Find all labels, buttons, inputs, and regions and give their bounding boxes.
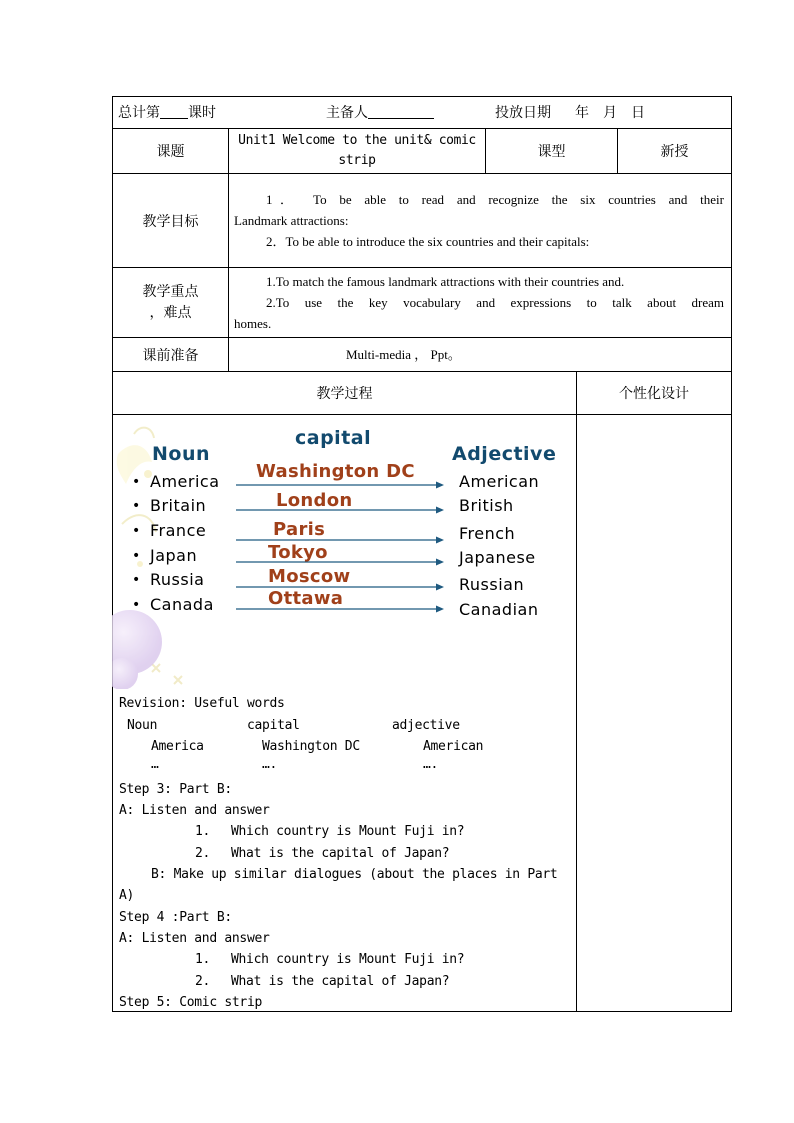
revision-title: Revision: Useful words	[119, 696, 285, 711]
step3-title: Step 3: Part B:	[119, 782, 232, 797]
step4-title: Step 4 :Part B:	[119, 910, 232, 925]
adjective-3: Japanese	[459, 548, 536, 567]
key-point-line: 2.To use the key vocabulary and expressions to talk about dream	[266, 295, 724, 310]
goals-text	[234, 189, 724, 252]
capital-header: capital	[295, 427, 372, 449]
adjective-5: Canadian	[459, 600, 539, 619]
step4-q2: What is the capital of Japan?	[231, 974, 450, 989]
bubble-decoration-icon	[112, 610, 162, 689]
goal-line: Landmark attractions:	[234, 213, 349, 228]
lesson-plan-table	[112, 96, 732, 1012]
adjective-0: American	[459, 472, 540, 491]
topic-label: 课题	[156, 144, 185, 160]
step4-part-a: A: Listen and answer	[119, 931, 270, 946]
bullet-2: •	[132, 523, 141, 539]
key-points-label-line1: 教学重点	[142, 283, 199, 300]
noun-3: Japan	[150, 546, 198, 565]
adjective-4: Russian	[459, 575, 525, 594]
step3-q1: Which country is Mount Fuji in?	[231, 824, 465, 839]
noun-4: Russia	[150, 570, 205, 589]
table-border-right	[731, 96, 732, 1012]
lesson-type-value: 新授	[660, 144, 689, 160]
col-divider	[576, 371, 577, 1012]
bullet-1: •	[132, 498, 141, 514]
lesson-type-label: 课型	[537, 144, 566, 160]
revision-more-capital: ….	[262, 757, 278, 772]
step3-q2: What is the capital of Japan?	[231, 846, 450, 861]
step3-part-a: A: Listen and answer	[119, 803, 270, 818]
step5-title: Step 5: Comic strip	[119, 995, 263, 1010]
goal-line: 2．To be able to introduce the six countries and their capitals:	[266, 234, 590, 249]
topic-title-line1: Unit1 Welcome to the unit& comic	[238, 133, 476, 148]
revision-col-adjective: adjective	[392, 718, 460, 733]
step3-q1-number: 1.	[195, 824, 211, 839]
step4-q2-number: 2.	[195, 974, 211, 989]
key-point-line: 1.To match the famous landmark attractions with their countries and.	[266, 274, 625, 289]
revision-ex-noun: America	[151, 739, 204, 754]
header-date: 投放日期 年 月 日	[495, 105, 645, 121]
step4-q1-number: 1.	[195, 952, 211, 967]
capital-0: Washington DC	[256, 461, 415, 482]
bullet-5: •	[132, 597, 141, 613]
adjective-2: French	[459, 524, 516, 543]
key-points-label	[113, 268, 228, 337]
noun-0: America	[150, 472, 220, 491]
adjective-1: British	[459, 496, 514, 515]
revision-more-noun: …	[151, 757, 159, 772]
revision-more-adjective: ….	[423, 757, 439, 772]
noun-header: Noun	[152, 443, 211, 465]
bullet-0: •	[132, 474, 141, 490]
prep-value: Multi-media ， Ppt。	[346, 347, 461, 362]
capital-4: Moscow	[268, 566, 351, 587]
revision-col-capital: capital	[247, 718, 300, 733]
revision-col-noun: Noun	[127, 718, 158, 733]
bullet-4: •	[132, 572, 141, 588]
revision-ex-adjective: American	[423, 739, 484, 754]
key-points-label-line2: ，难点	[149, 304, 192, 321]
bullet-3: •	[132, 548, 141, 564]
step3-part-b-line2: A)	[119, 888, 135, 903]
topic-title-line2: strip	[338, 153, 376, 168]
step4-q1: Which country is Mount Fuji in?	[231, 952, 465, 967]
table-border-bottom	[112, 1011, 732, 1012]
noun-2: France	[150, 521, 207, 540]
personal-design-label: 个性化设计	[619, 386, 689, 402]
adjective-header: Adjective	[452, 443, 557, 465]
capital-2: Paris	[273, 519, 326, 540]
process-label: 教学过程	[316, 386, 373, 402]
key-point-line: homes.	[234, 316, 272, 331]
header-preparer: 主备人	[326, 102, 434, 122]
revision-ex-capital: Washington DC	[262, 739, 360, 754]
header-total: 总计第 课时	[118, 105, 216, 121]
capital-1: London	[276, 490, 353, 511]
step3-part-b-line1: B: Make up similar dialogues (about the places in Part	[151, 867, 558, 882]
goals-label: 教学目标	[142, 213, 199, 230]
topic-title	[229, 131, 485, 171]
capital-3: Tokyo	[268, 542, 328, 563]
vocabulary-slide	[112, 414, 576, 689]
key-points-text	[234, 271, 724, 334]
goal-line: 1． To be able to read and recognize the six countries and their	[266, 192, 724, 207]
noun-5: Canada	[150, 595, 214, 614]
prep-label: 课前准备	[142, 347, 199, 364]
capital-5: Ottawa	[268, 588, 344, 609]
noun-1: Britain	[150, 496, 207, 515]
table-border-top	[112, 96, 732, 97]
arrow-0	[236, 482, 444, 489]
step3-q2-number: 2.	[195, 846, 211, 861]
